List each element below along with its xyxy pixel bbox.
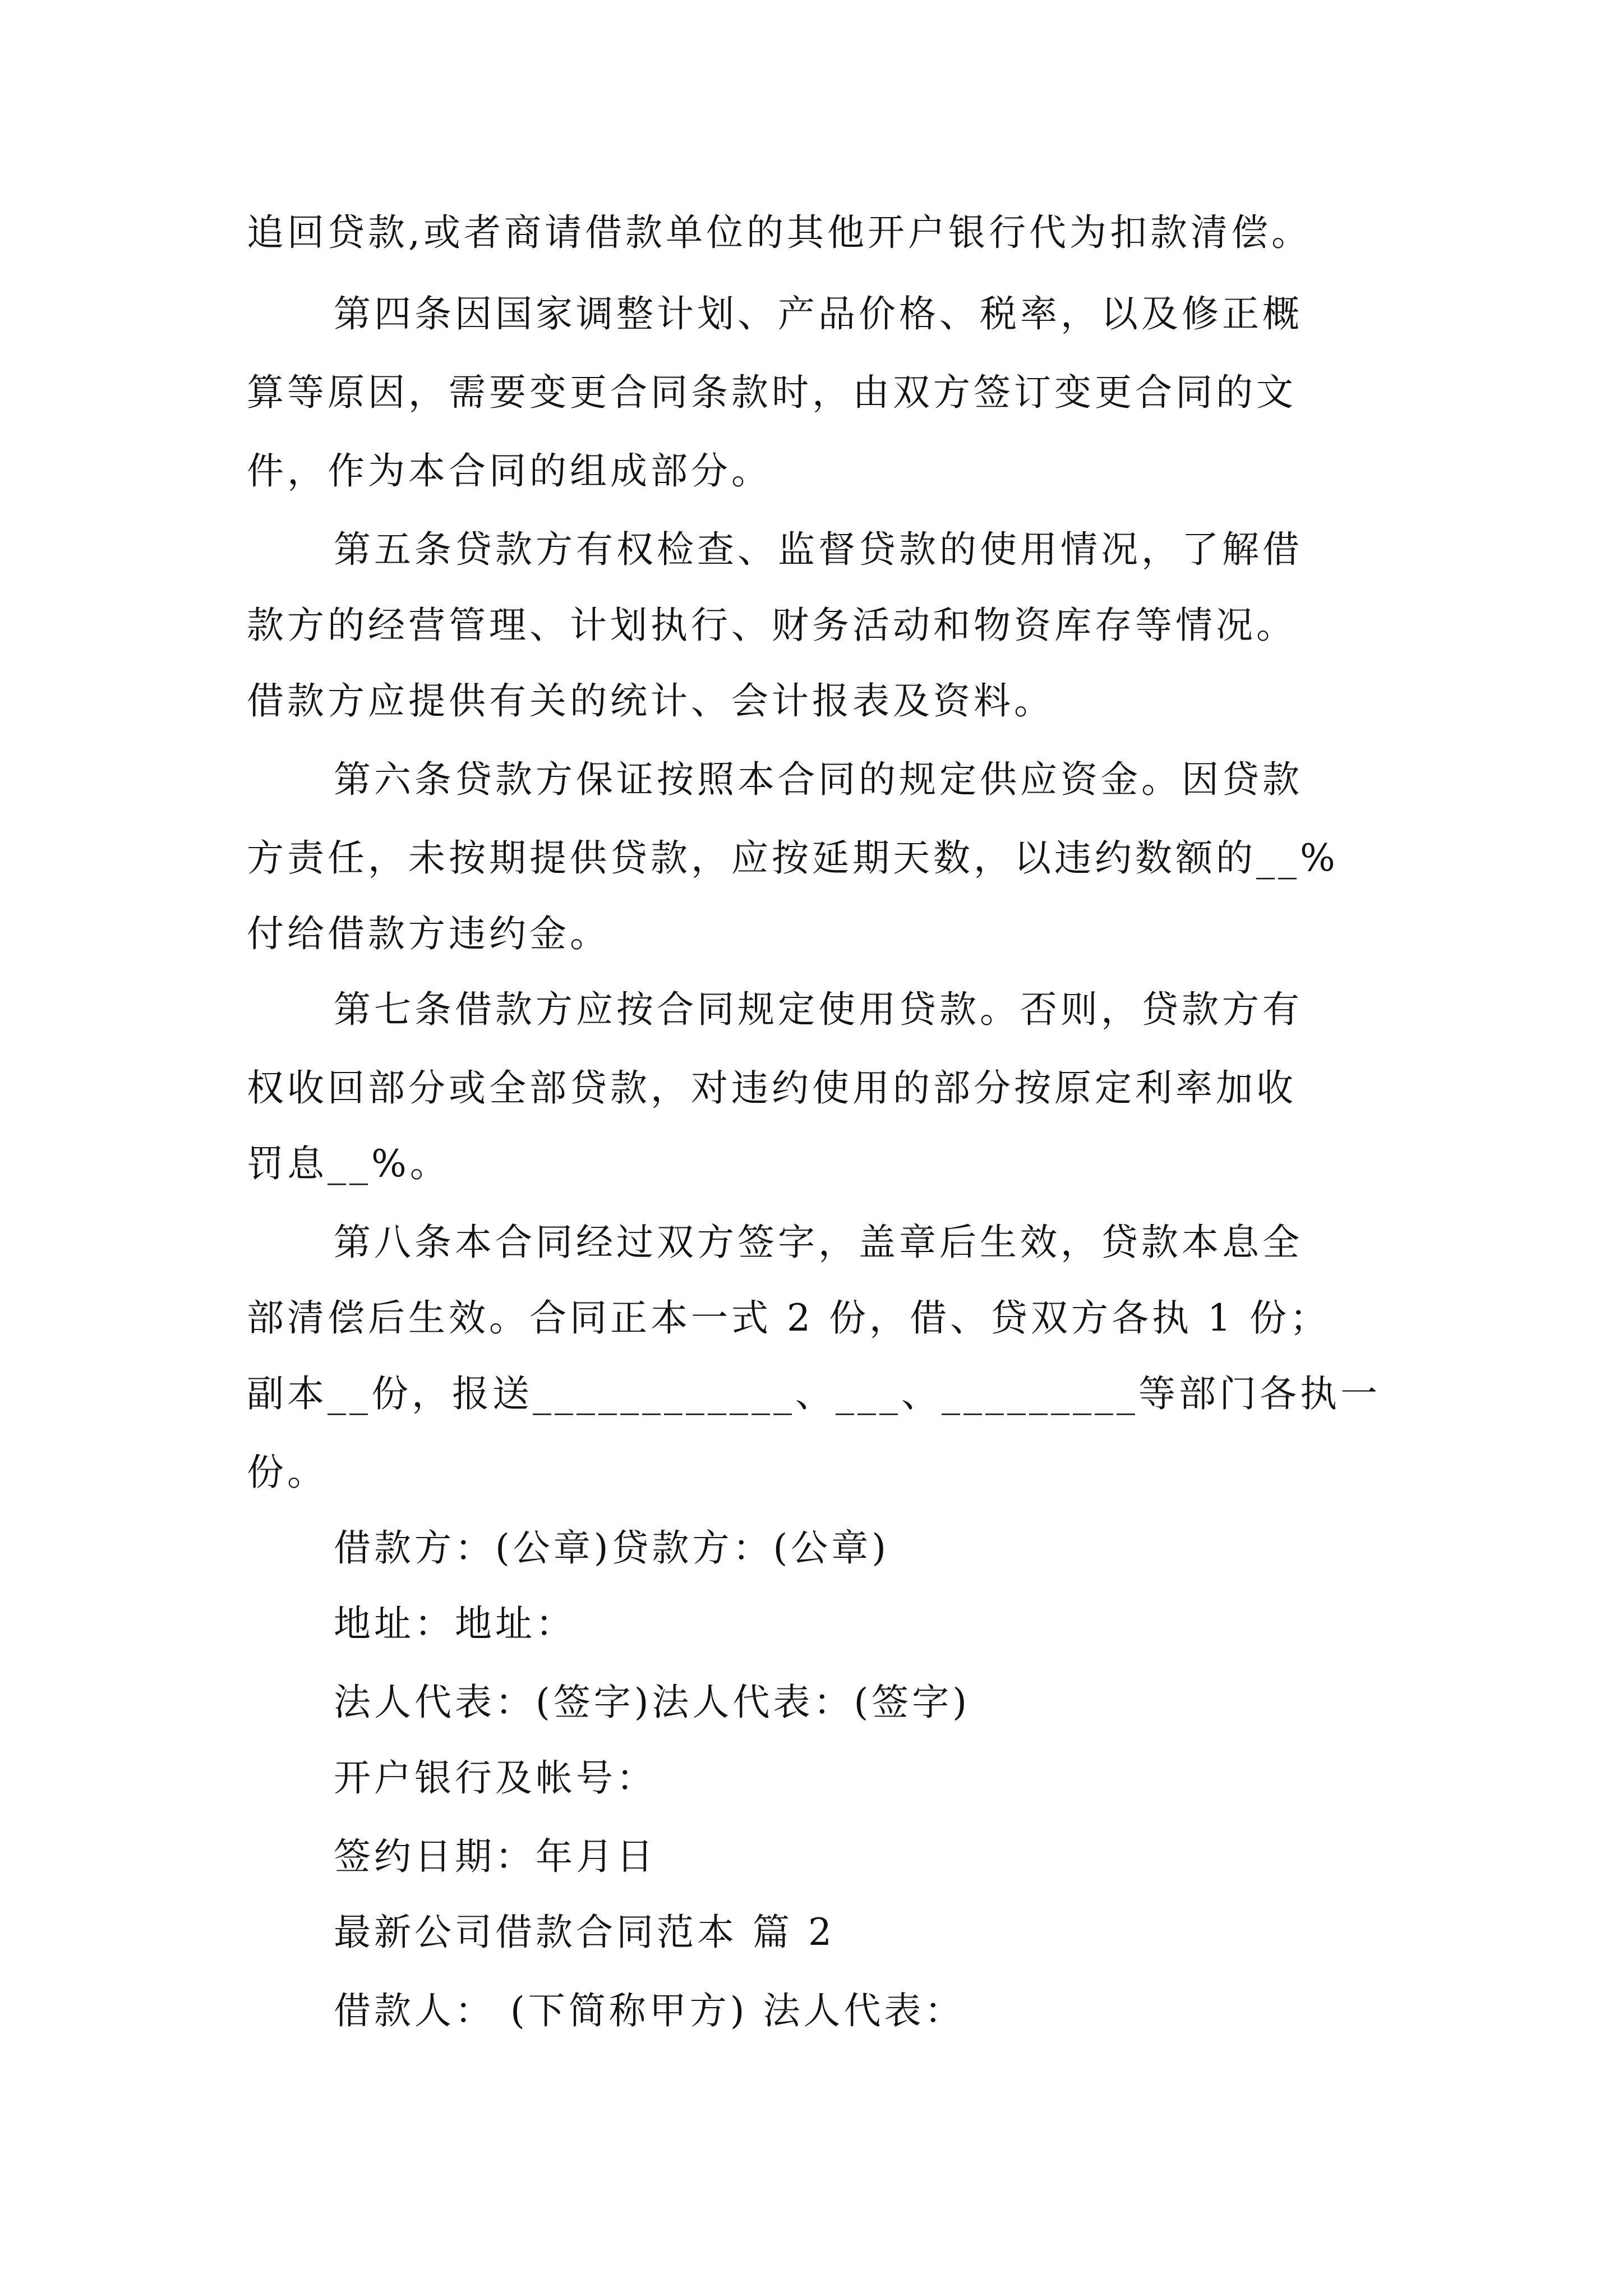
text-line: 份。 — [247, 1451, 328, 1494]
text-line: 权收回部分或全部贷款，对违约使用的部分按原定利率加收 — [247, 1066, 1297, 1110]
text-line: 部清偿后生效。合同正本一式 2 份，借、贷双方各执 1 份； — [247, 1296, 1330, 1340]
text-line: 第八条本合同经过双方签字，盖章后生效，贷款本息全 — [334, 1221, 1303, 1264]
text-line: 第四条因国家调整计划、产品价格、税率，以及修正概 — [334, 292, 1303, 335]
text-line: 款方的经营管理、计划执行、财务活动和物资库存等情况。 — [247, 604, 1297, 647]
text-line: 件，作为本合同的组成部分。 — [247, 449, 772, 493]
text-line: 算等原因，需要变更合同条款时，由双方签订变更合同的文 — [247, 371, 1297, 414]
text-line: 签约日期：年月日 — [334, 1835, 657, 1878]
text-line: 第五条贷款方有权检查、监督贷款的使用情况，了解借 — [334, 528, 1303, 571]
text-line: 付给借款方违约金。 — [247, 912, 610, 955]
text-line: 第六条贷款方保证按照本合同的规定供应资金。因贷款 — [334, 758, 1303, 801]
text-line: 罚息__%。 — [247, 1142, 450, 1185]
text-line: 借款方应提供有关的统计、会计报表及资料。 — [247, 679, 1054, 723]
text-line: 方责任，未按期提供贷款，应按延期天数，以违约数额的__% — [247, 836, 1339, 880]
text-line: 法人代表：(签字)法人代表：(签字) — [334, 1681, 970, 1724]
text-line: 借款人： (下简称甲方) 法人代表： — [334, 1989, 965, 2032]
text-line: 副本__份，报送____________、___、_________等部门各执一 — [247, 1372, 1381, 1415]
section-heading: 最新公司借款合同范本 篇 2 — [334, 1911, 835, 1954]
text-line: 地址：地址： — [334, 1602, 576, 1645]
text-line: 第七条借款方应按合同规定使用贷款。否则，贷款方有 — [334, 988, 1303, 1031]
text-line: 借款方：(公章)贷款方：(公章) — [334, 1526, 889, 1570]
text-line: 追回贷款,或者商请借款单位的其他开户银行代为扣款清偿。 — [247, 211, 1312, 254]
text-line: 开户银行及帐号： — [334, 1756, 657, 1800]
